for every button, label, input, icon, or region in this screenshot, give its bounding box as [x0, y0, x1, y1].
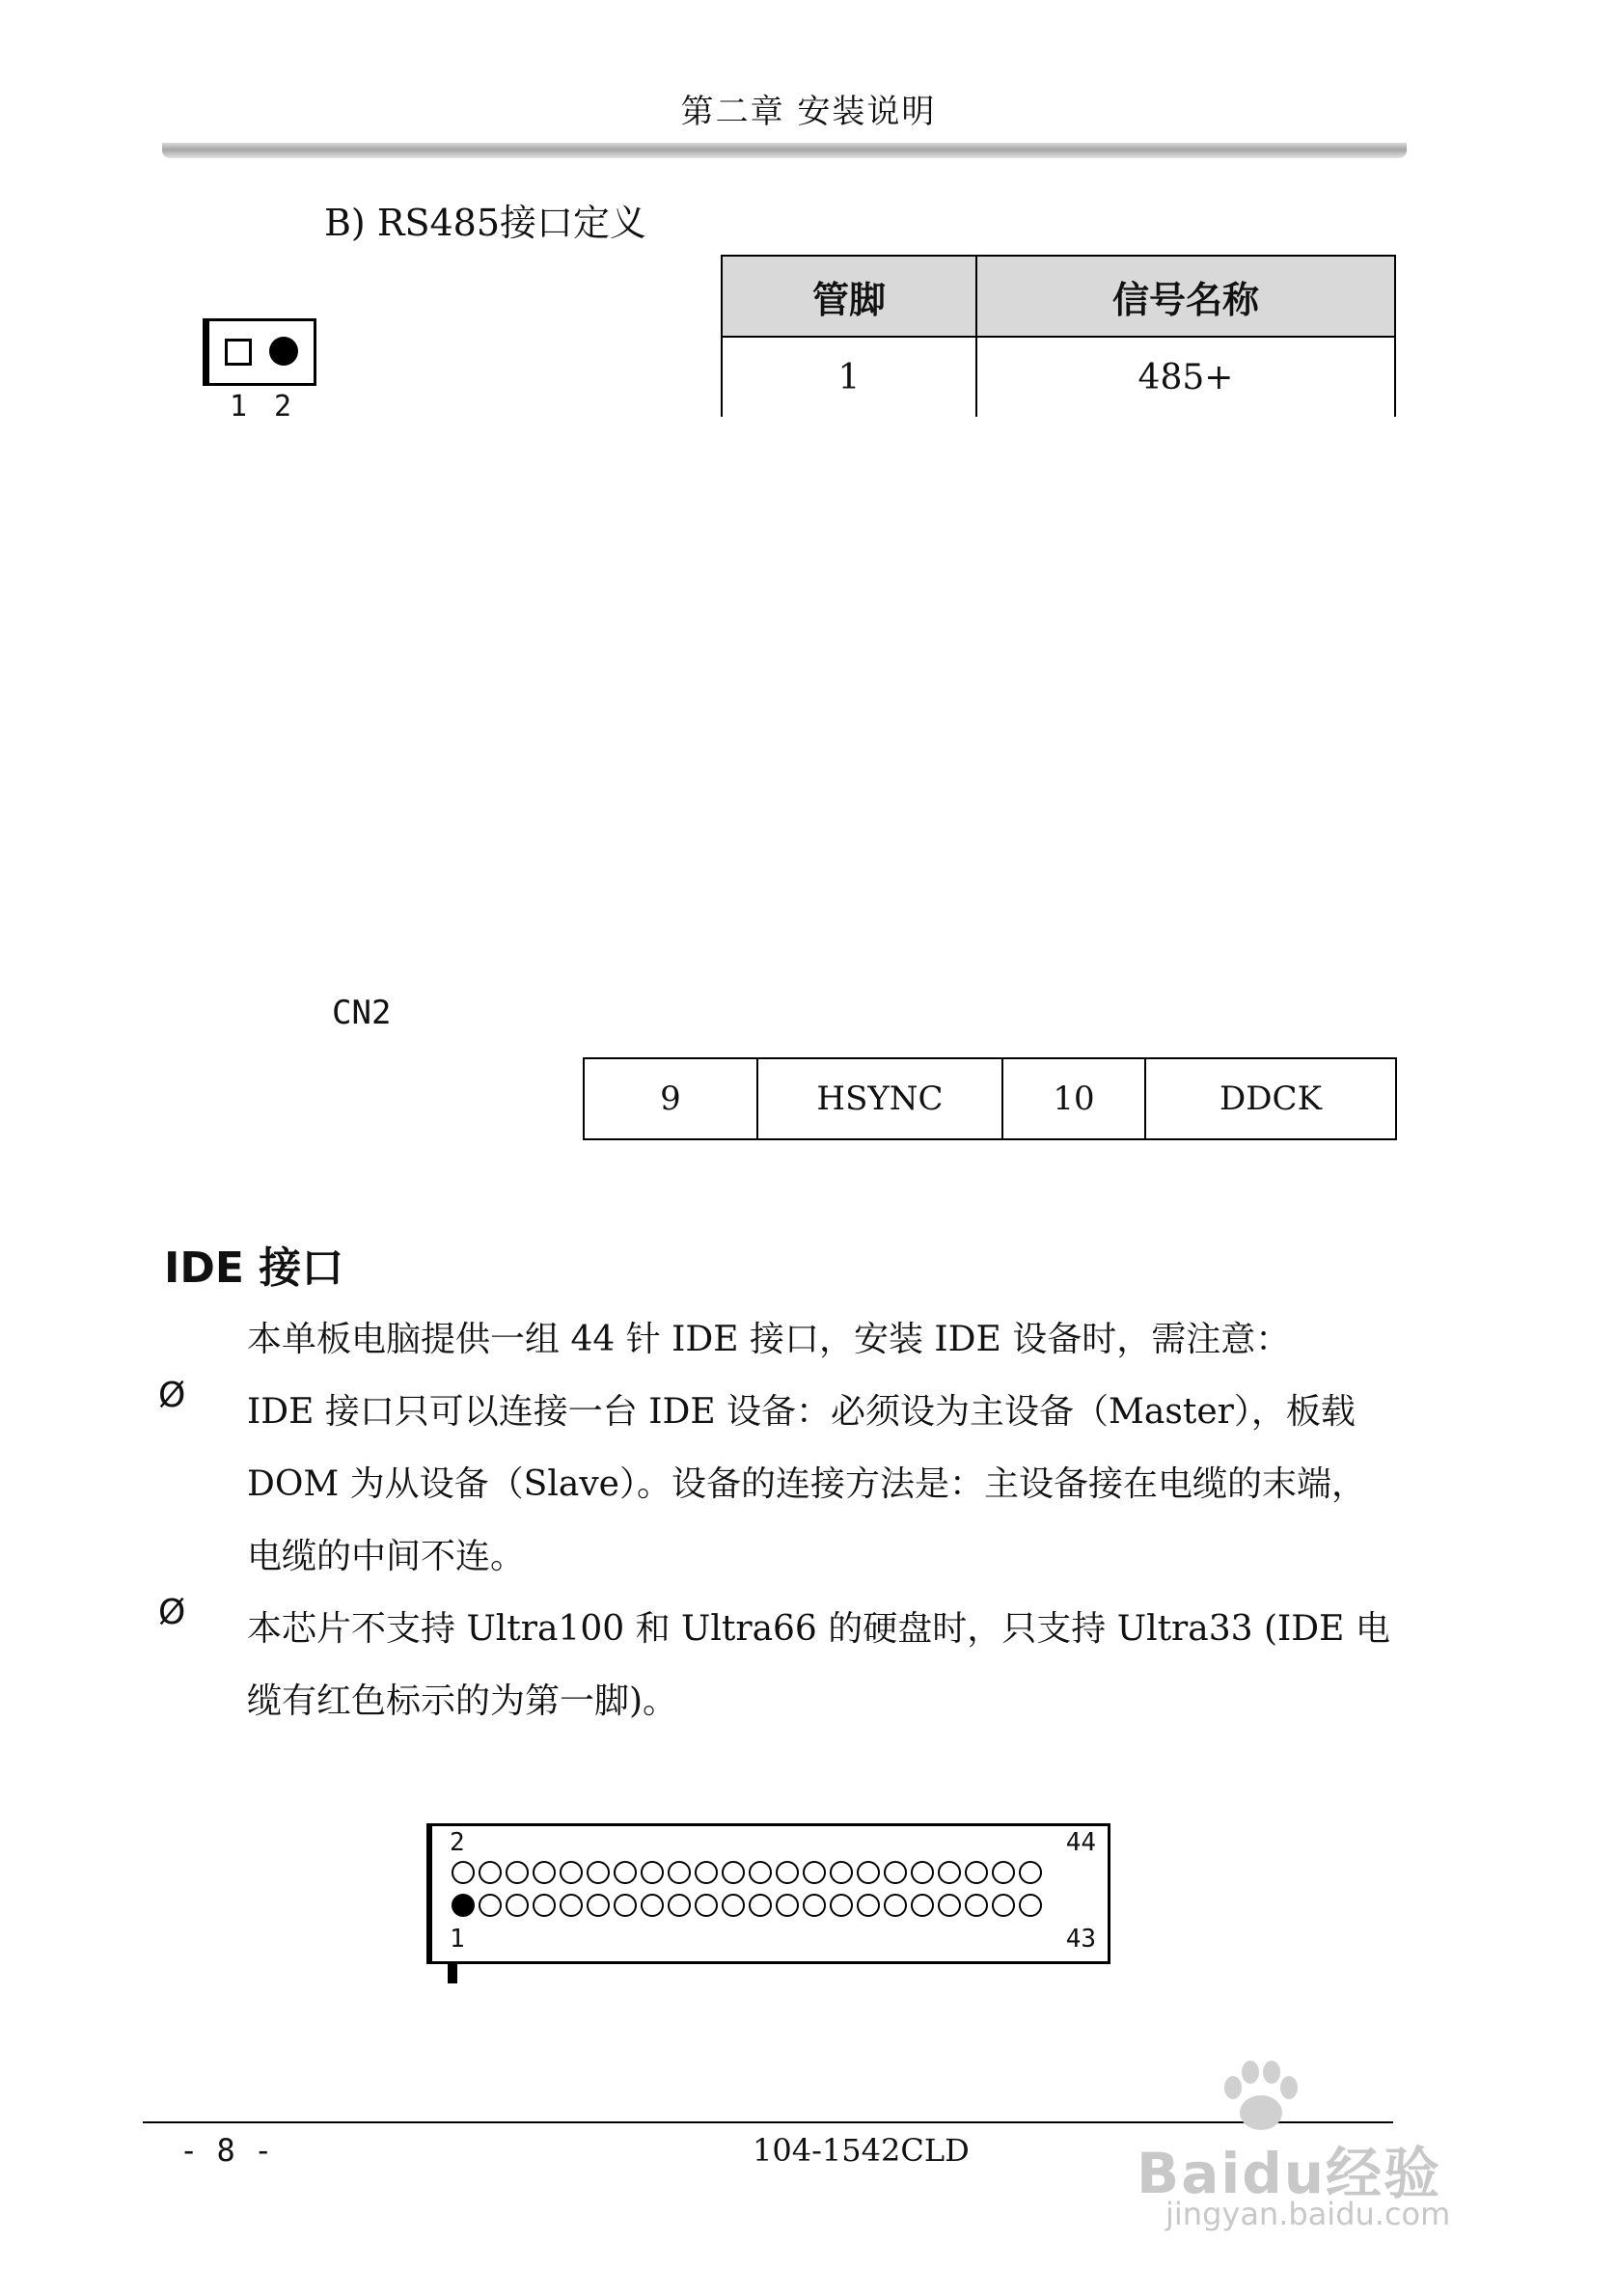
ide-pin: [452, 1861, 475, 1884]
ide-bullet-2-text: 本芯片不支持 Ultra100 和 Ultra66 的硬盘时，只支持 Ultra33 (IDE 电缆有红色标示的为第一脚)。: [247, 1609, 1390, 1721]
rs485-connector-diagram: [203, 318, 316, 386]
bullet-symbol: Ø: [158, 1376, 186, 1415]
header-rule: [162, 143, 1407, 158]
ide-pin: [857, 1894, 880, 1917]
ide-pin: [722, 1894, 745, 1917]
ide-pin: [587, 1861, 610, 1884]
ide-pin: [695, 1861, 718, 1884]
ide-pin: [695, 1894, 718, 1917]
watermark-brand: Baidu经验: [1137, 2141, 1442, 2206]
ide-pin: [614, 1861, 637, 1884]
ide-pin: [533, 1861, 556, 1884]
ide-pin: [884, 1894, 907, 1917]
section-b-title: B) RS485接口定义: [324, 202, 647, 244]
ide-pin: [857, 1861, 880, 1884]
ide-pin-row-odd: [452, 1894, 1042, 1917]
ide-pin: [776, 1861, 799, 1884]
ide-pin: [938, 1861, 961, 1884]
ide-pin: [776, 1894, 799, 1917]
ide-pin: [479, 1894, 502, 1917]
ide-pin: [911, 1894, 934, 1917]
ide-pin-1-filled: [452, 1894, 475, 1917]
table-cell: 485+: [976, 337, 1395, 417]
rs485-pin-label-2: 2: [274, 390, 292, 424]
ide-pin: [668, 1894, 691, 1917]
ide-pin-label-1: 1: [450, 1925, 465, 1954]
ide-pin-label-2: 2: [450, 1828, 465, 1857]
cn2-pin-table: [583, 1057, 1397, 1140]
ide-section-title: IDE 接口: [164, 1244, 344, 1293]
table-row: [722, 337, 1395, 417]
ide-pin: [992, 1861, 1015, 1884]
table-header-signal: 信号名称: [976, 256, 1395, 337]
ide-pin: [587, 1894, 610, 1917]
ide-pin: [506, 1861, 529, 1884]
table-header-pin: 管脚: [722, 256, 976, 337]
ide-pin: [533, 1894, 556, 1917]
ide-pin: [938, 1894, 961, 1917]
table-cell: 1: [722, 337, 976, 417]
pin-1-square: [225, 339, 252, 366]
table-cell: 9: [584, 1058, 757, 1139]
ide-pin: [1019, 1894, 1042, 1917]
ide-intro-text: 本单板电脑提供一组 44 针 IDE 接口，安装 IDE 设备时，需注意：: [247, 1320, 1291, 1359]
table-row: [584, 1058, 1396, 1139]
ide-pin-label-44: 44: [1065, 1828, 1096, 1857]
baidu-watermark: [1137, 2059, 1561, 2232]
pin-2-dot: [269, 337, 298, 366]
ide-pin: [749, 1894, 772, 1917]
page-header-title: 第二章 安装说明: [680, 93, 937, 131]
ide-pin: [830, 1861, 853, 1884]
ide-pin: [506, 1894, 529, 1917]
ide-pin-row-even: [452, 1861, 1042, 1884]
ide-pin: [803, 1861, 826, 1884]
ide-pin: [992, 1894, 1015, 1917]
ide-pin: [641, 1894, 664, 1917]
pin1-marker: [448, 1962, 457, 1983]
ide-pin: [641, 1861, 664, 1884]
ide-pin: [749, 1861, 772, 1884]
table-cell: HSYNC: [757, 1058, 1002, 1139]
ide-pin: [560, 1894, 583, 1917]
ide-pin: [614, 1894, 637, 1917]
ide-pin: [803, 1894, 826, 1917]
ide-pin: [830, 1894, 853, 1917]
paw-icon: [1212, 2059, 1308, 2136]
page-number: - 8 -: [179, 2132, 273, 2169]
ide-pin-label-43: 43: [1065, 1925, 1096, 1954]
rs485-pin-label-1: 1: [230, 390, 248, 424]
table-cell: 10: [1002, 1058, 1145, 1139]
ide-pin: [560, 1861, 583, 1884]
rs485-pin-table: [721, 255, 1396, 417]
ide-pin: [479, 1861, 502, 1884]
ide-bullet-1-text: IDE 接口只可以连接一台 IDE 设备：必须设为主设备（Master），板载 DOM 为从设备（Slave）。设备的连接方法是：主设备接在电缆的末端，电缆的中间不连。: [247, 1392, 1366, 1576]
ide-pin: [1019, 1861, 1042, 1884]
cn2-label: CN2: [332, 994, 392, 1032]
ide-pin: [884, 1861, 907, 1884]
ide-pin: [965, 1894, 988, 1917]
table-cell: DDCK: [1145, 1058, 1396, 1139]
ide-pin: [668, 1861, 691, 1884]
watermark-url: jingyan.baidu.com: [1165, 2196, 1451, 2232]
ide-connector-diagram: [426, 1823, 1110, 1964]
ide-pin: [911, 1861, 934, 1884]
document-code: 104-1542CLD: [753, 2132, 970, 2169]
ide-pin: [722, 1861, 745, 1884]
ide-pin: [965, 1861, 988, 1884]
bullet-symbol: Ø: [158, 1593, 186, 1632]
